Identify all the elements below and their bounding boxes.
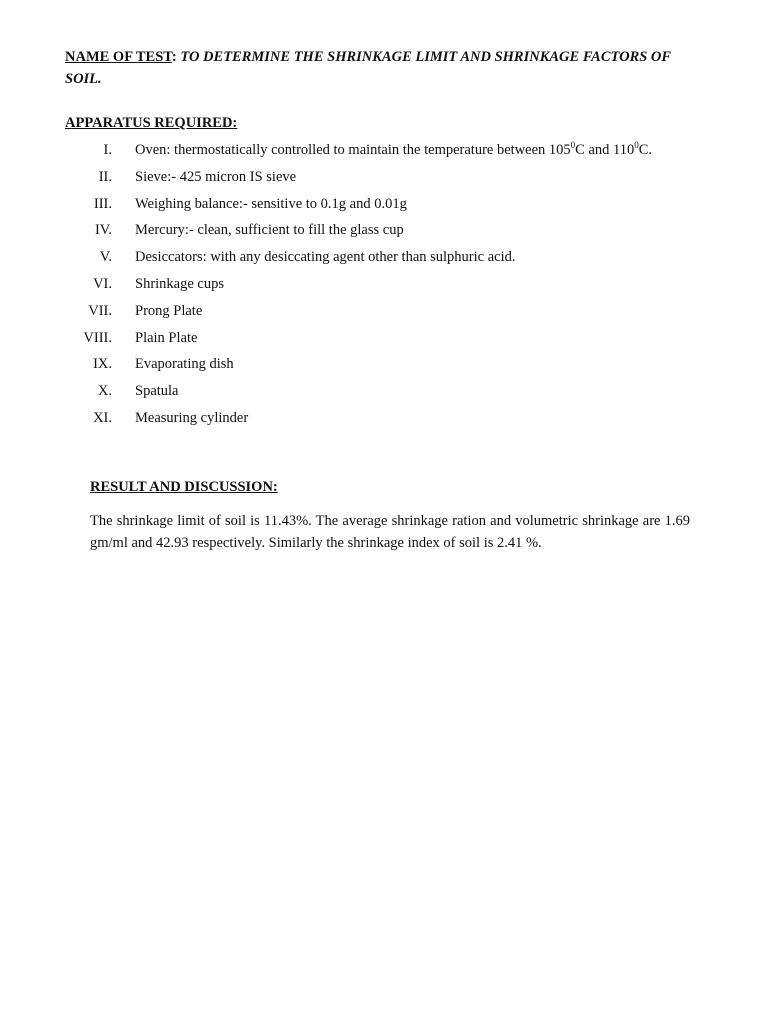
apparatus-item-number: XI. [93, 409, 112, 426]
apparatus-item [0, 301, 768, 328]
apparatus-item [0, 381, 768, 408]
oven-text-end: C. [638, 142, 653, 158]
apparatus-item [0, 167, 768, 194]
apparatus-item [0, 408, 768, 435]
apparatus-item-text: Plain Plate [135, 329, 198, 346]
title-label: NAME OF TEST [65, 49, 172, 65]
apparatus-item-number: III. [93, 195, 112, 212]
degree-superscript: 0 [634, 140, 639, 151]
degree-superscript: 0 [570, 140, 576, 151]
test-title [65, 46, 695, 90]
title-text: TO DETERMINE THE SHRINKAGE LIMIT AND SHRINKAGE FACTORS OF SOIL. [65, 49, 671, 87]
apparatus-item-text: Sieve:- 425 micron IS sieve [135, 168, 297, 185]
apparatus-item-number: I. [103, 142, 112, 158]
apparatus-item-text: Spatula [135, 383, 179, 400]
apparatus-item-number: V. [99, 249, 112, 266]
apparatus-item [0, 274, 768, 301]
apparatus-list [0, 140, 768, 435]
apparatus-item-text: Weighing balance:- sensitive to 0.1g and 0.01g [135, 195, 407, 212]
apparatus-item-text [135, 140, 652, 160]
result-heading: RESULT AND DISCUSSION: [90, 479, 278, 495]
apparatus-item-number: VII. [88, 302, 112, 319]
apparatus-item-text: Desiccators: with any desiccating agent other than sulphuric acid. [135, 249, 516, 266]
apparatus-item-number: VIII. [83, 329, 112, 346]
apparatus-heading: APPARATUS REQUIRED: [65, 115, 238, 131]
oven-text: Oven: thermostatically controlled to maintain the temperature between 105 [135, 142, 571, 158]
title-colon: : [171, 49, 177, 65]
apparatus-item [0, 220, 768, 247]
apparatus-item [0, 247, 768, 274]
apparatus-item [0, 194, 768, 221]
apparatus-item-text: Mercury:- clean, sufficient to fill the glass cup [135, 222, 404, 239]
apparatus-item-text: Evaporating dish [135, 356, 234, 373]
apparatus-item-number: IX. [93, 356, 112, 373]
apparatus-item-number: VI. [93, 275, 112, 292]
oven-text-mid: C and 110 [575, 142, 635, 158]
apparatus-item-number: II. [98, 168, 112, 185]
apparatus-item-text: Prong Plate [135, 302, 203, 319]
apparatus-item [0, 328, 768, 355]
apparatus-item-text: Measuring cylinder [135, 409, 249, 426]
result-paragraph: The shrinkage limit of soil is 11.43%. The average shrinkage ration and volumetric shrinkage are 1.69 gm/ml and 42.93 respectively. Similarly the shrinkage index of soil is 2.41 %. [90, 513, 690, 551]
apparatus-item [0, 354, 768, 381]
apparatus-item-number: IV. [94, 222, 112, 239]
apparatus-item-text: Shrinkage cups [135, 275, 224, 292]
apparatus-item-number: X. [97, 383, 112, 400]
apparatus-item [0, 140, 768, 167]
